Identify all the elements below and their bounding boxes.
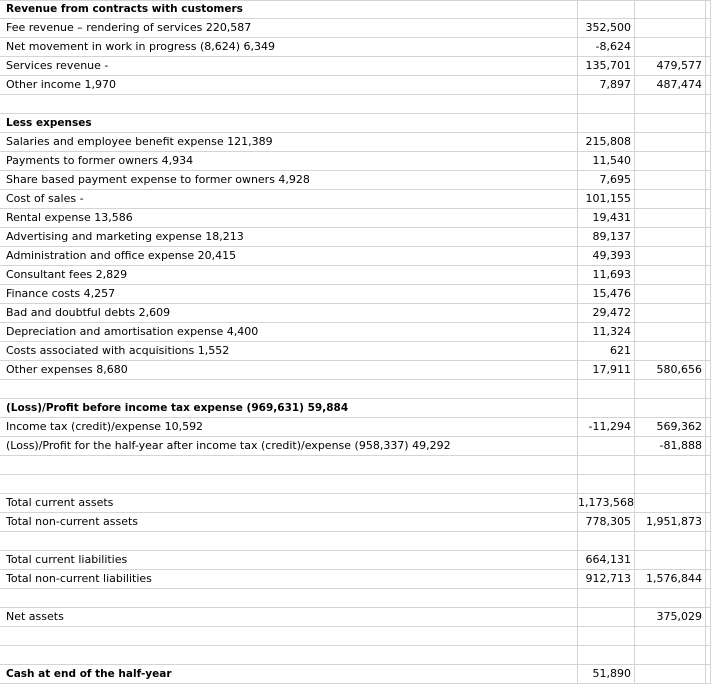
empty-cell[interactable] (706, 437, 711, 456)
total-cell[interactable] (635, 323, 706, 342)
amount-cell-value: 29,472 (592, 306, 631, 319)
table-row (0, 228, 711, 247)
label-cell[interactable] (0, 380, 578, 399)
label-cell-value: Bad and doubtful debts 2,609 (6, 306, 171, 319)
total-cell[interactable] (635, 304, 706, 323)
label-cell-value: Income tax (credit)/expense 10,592 (6, 420, 204, 433)
total-cell[interactable] (635, 399, 706, 418)
empty-cell[interactable] (706, 418, 711, 437)
empty-cell[interactable] (706, 133, 711, 152)
amount-cell-value: 352,500 (585, 21, 631, 34)
label-cell[interactable] (0, 171, 578, 190)
total-cell[interactable] (635, 608, 706, 627)
amount-cell-value: 101,155 (585, 192, 631, 205)
table-row (0, 361, 711, 380)
amount-cell-value: 19,431 (592, 211, 631, 224)
label-cell[interactable] (0, 209, 578, 228)
amount-cell[interactable] (578, 209, 635, 228)
table-row (0, 589, 711, 608)
empty-cell[interactable] (706, 152, 711, 171)
label-cell[interactable] (0, 665, 578, 684)
amount-cell[interactable] (578, 589, 635, 608)
amount-cell[interactable] (578, 95, 635, 114)
empty-cell[interactable] (706, 570, 711, 589)
label-cell[interactable] (0, 418, 578, 437)
total-cell[interactable] (635, 247, 706, 266)
label-cell-value: Services revenue - (6, 59, 109, 72)
amount-cell[interactable] (578, 190, 635, 209)
amount-cell[interactable] (578, 247, 635, 266)
table-row (0, 627, 711, 646)
total-cell-value: 479,577 (656, 59, 702, 72)
label-cell-value: (Loss)/Profit before income tax expense (969,631) 59,884 (6, 402, 349, 414)
label-cell[interactable] (0, 247, 578, 266)
amount-cell[interactable] (578, 0, 635, 19)
label-cell[interactable] (0, 361, 578, 380)
label-cell[interactable] (0, 0, 578, 19)
total-cell[interactable] (635, 456, 706, 475)
table-row (0, 285, 711, 304)
label-cell[interactable] (0, 437, 578, 456)
label-cell-value: Finance costs 4,257 (6, 287, 116, 300)
table-row (0, 570, 711, 589)
total-cell-value: 1,576,844 (646, 572, 702, 585)
amount-cell-value: 7,695 (599, 173, 631, 186)
total-cell[interactable] (635, 475, 706, 494)
total-cell[interactable] (635, 285, 706, 304)
label-cell-value: Cash at end of the half-year (6, 668, 172, 680)
amount-cell-value: 135,701 (585, 59, 631, 72)
label-cell[interactable] (0, 266, 578, 285)
empty-cell[interactable] (706, 380, 711, 399)
total-cell[interactable] (635, 76, 706, 95)
label-cell-value: Net movement in work in progress (8,624) 6,349 (6, 40, 276, 53)
empty-cell[interactable] (706, 19, 711, 38)
amount-cell-value: 7,897 (599, 78, 631, 91)
total-cell[interactable] (635, 380, 706, 399)
empty-cell[interactable] (706, 190, 711, 209)
amount-cell[interactable] (578, 551, 635, 570)
table-row (0, 665, 711, 684)
total-cell-value: 375,029 (656, 610, 702, 623)
amount-cell-value: 11,540 (592, 154, 631, 167)
total-cell[interactable] (635, 418, 706, 437)
total-cell[interactable] (635, 95, 706, 114)
amount-cell[interactable] (578, 532, 635, 551)
label-cell-value: Depreciation and amortisation expense 4,400 (6, 325, 259, 338)
amount-cell-value: -11,294 (588, 420, 631, 433)
table-row (0, 190, 711, 209)
total-cell[interactable] (635, 665, 706, 684)
amount-cell[interactable] (578, 38, 635, 57)
label-cell[interactable] (0, 646, 578, 665)
label-cell[interactable] (0, 304, 578, 323)
label-cell[interactable] (0, 133, 578, 152)
label-cell[interactable] (0, 627, 578, 646)
total-cell[interactable] (635, 570, 706, 589)
table-row (0, 456, 711, 475)
label-cell[interactable] (0, 228, 578, 247)
amount-cell-value: 912,713 (585, 572, 631, 585)
table-row (0, 304, 711, 323)
empty-cell[interactable] (706, 285, 711, 304)
amount-cell[interactable] (578, 323, 635, 342)
empty-cell[interactable] (706, 0, 711, 19)
empty-cell[interactable] (706, 475, 711, 494)
table-row (0, 646, 711, 665)
label-cell-value: Consultant fees 2,829 (6, 268, 128, 281)
empty-cell[interactable] (706, 304, 711, 323)
empty-cell[interactable] (706, 399, 711, 418)
label-cell-value: Share based payment expense to former owners 4,928 (6, 173, 310, 186)
amount-cell[interactable] (578, 304, 635, 323)
empty-cell[interactable] (706, 456, 711, 475)
amount-cell[interactable] (578, 285, 635, 304)
amount-cell[interactable] (578, 152, 635, 171)
empty-cell[interactable] (706, 665, 711, 684)
total-cell[interactable] (635, 266, 706, 285)
table-row (0, 209, 711, 228)
amount-cell-value: -8,624 (595, 40, 631, 53)
total-cell[interactable] (635, 19, 706, 38)
amount-cell[interactable] (578, 513, 635, 532)
empty-cell[interactable] (706, 266, 711, 285)
empty-cell[interactable] (706, 342, 711, 361)
label-cell[interactable] (0, 342, 578, 361)
amount-cell[interactable] (578, 665, 635, 684)
empty-cell[interactable] (706, 171, 711, 190)
amount-cell-value: 621 (610, 344, 631, 357)
total-cell[interactable] (635, 57, 706, 76)
empty-cell[interactable] (706, 323, 711, 342)
label-cell[interactable] (0, 456, 578, 475)
amount-cell[interactable] (578, 608, 635, 627)
label-cell-value: Revenue from contracts with customers (6, 3, 243, 15)
amount-cell-value: 17,911 (592, 363, 631, 376)
total-cell-value: 569,362 (656, 420, 702, 433)
total-cell[interactable] (635, 152, 706, 171)
label-cell-value: Fee revenue – rendering of services 220,587 (6, 21, 252, 34)
label-cell-value: Total non-current liabilities (6, 572, 152, 585)
table-row (0, 0, 711, 19)
empty-cell[interactable] (706, 361, 711, 380)
label-cell[interactable] (0, 513, 578, 532)
label-cell[interactable] (0, 190, 578, 209)
table-row (0, 437, 711, 456)
empty-cell[interactable] (706, 209, 711, 228)
label-cell-value: Costs associated with acquisitions 1,552 (6, 344, 230, 357)
amount-cell[interactable] (578, 342, 635, 361)
total-cell-value: 1,951,873 (646, 515, 702, 528)
label-cell[interactable] (0, 608, 578, 627)
table-row (0, 475, 711, 494)
table-row (0, 323, 711, 342)
amount-cell[interactable] (578, 228, 635, 247)
amount-cell[interactable] (578, 76, 635, 95)
total-cell[interactable] (635, 0, 706, 19)
label-cell-value: Other expenses 8,680 (6, 363, 128, 376)
amount-cell[interactable] (578, 133, 635, 152)
label-cell[interactable] (0, 19, 578, 38)
empty-cell[interactable] (706, 627, 711, 646)
table-row (0, 57, 711, 76)
label-cell-value: Other income 1,970 (6, 78, 117, 91)
table-row (0, 608, 711, 627)
amount-cell[interactable] (578, 570, 635, 589)
amount-cell[interactable] (578, 646, 635, 665)
label-cell-value: Total current assets (6, 496, 114, 509)
empty-cell[interactable] (706, 114, 711, 133)
total-cell[interactable] (635, 209, 706, 228)
amount-cell-value: 15,476 (592, 287, 631, 300)
table-row (0, 532, 711, 551)
table-row (0, 266, 711, 285)
label-cell[interactable] (0, 551, 578, 570)
amount-cell[interactable] (578, 627, 635, 646)
empty-cell[interactable] (706, 228, 711, 247)
empty-cell[interactable] (706, 494, 711, 513)
total-cell[interactable] (635, 589, 706, 608)
table-row (0, 551, 711, 570)
label-cell-value: Salaries and employee benefit expense 121,389 (6, 135, 273, 148)
label-cell-value: Less expenses (6, 117, 92, 129)
total-cell[interactable] (635, 38, 706, 57)
total-cell[interactable] (635, 361, 706, 380)
total-cell[interactable] (635, 437, 706, 456)
table-row (0, 76, 711, 95)
amount-cell[interactable] (578, 57, 635, 76)
table-row (0, 133, 711, 152)
total-cell[interactable] (635, 190, 706, 209)
amount-cell[interactable] (578, 380, 635, 399)
table-row (0, 380, 711, 399)
empty-cell[interactable] (706, 551, 711, 570)
table-row (0, 494, 711, 513)
amount-cell-value: 778,305 (585, 515, 631, 528)
label-cell-value: Rental expense 13,586 (6, 211, 133, 224)
amount-cell[interactable] (578, 266, 635, 285)
empty-cell[interactable] (706, 513, 711, 532)
amount-cell[interactable] (578, 171, 635, 190)
amount-cell-value: 49,393 (592, 249, 631, 262)
table-row (0, 418, 711, 437)
table-row (0, 19, 711, 38)
empty-cell[interactable] (706, 95, 711, 114)
total-cell-value: -81,888 (659, 439, 702, 452)
table-row (0, 342, 711, 361)
label-cell-value: Advertising and marketing expense 18,213 (6, 230, 244, 243)
total-cell[interactable] (635, 342, 706, 361)
table-row (0, 513, 711, 532)
table-row (0, 38, 711, 57)
label-cell-value: Cost of sales - (6, 192, 84, 205)
total-cell[interactable] (635, 551, 706, 570)
empty-cell[interactable] (706, 76, 711, 95)
empty-cell[interactable] (706, 247, 711, 266)
amount-cell-value: 215,808 (585, 135, 631, 148)
table-row (0, 171, 711, 190)
amount-cell-value: 11,693 (592, 268, 631, 281)
amount-cell-value: 11,324 (592, 325, 631, 338)
total-cell-value: 580,656 (656, 363, 702, 376)
total-cell[interactable] (635, 133, 706, 152)
total-cell[interactable] (635, 171, 706, 190)
amount-cell-value: 51,890 (592, 667, 631, 680)
total-cell[interactable] (635, 494, 706, 513)
amount-cell[interactable] (578, 361, 635, 380)
amount-cell-value: 664,131 (585, 553, 631, 566)
label-cell[interactable] (0, 285, 578, 304)
total-cell[interactable] (635, 627, 706, 646)
total-cell[interactable] (635, 646, 706, 665)
total-cell-value: 487,474 (656, 78, 702, 91)
label-cell[interactable] (0, 114, 578, 133)
amount-cell[interactable] (578, 114, 635, 133)
total-cell[interactable] (635, 228, 706, 247)
label-cell[interactable] (0, 589, 578, 608)
table-row (0, 114, 711, 133)
label-cell-value: Total current liabilities (6, 553, 128, 566)
total-cell[interactable] (635, 513, 706, 532)
empty-cell[interactable] (706, 38, 711, 57)
amount-cell-value: 89,137 (592, 230, 631, 243)
empty-cell[interactable] (706, 608, 711, 627)
label-cell-value: Net assets (6, 610, 64, 623)
total-cell[interactable] (635, 532, 706, 551)
amount-cell[interactable] (578, 475, 635, 494)
label-cell-value: Total non-current assets (6, 515, 139, 528)
label-cell[interactable] (0, 570, 578, 589)
label-cell[interactable] (0, 76, 578, 95)
label-cell[interactable] (0, 399, 578, 418)
amount-cell[interactable] (578, 19, 635, 38)
table-row (0, 399, 711, 418)
label-cell[interactable] (0, 323, 578, 342)
empty-cell[interactable] (706, 646, 711, 665)
amount-cell-value: 1,173,568 (578, 496, 634, 509)
label-cell-value: (Loss)/Profit for the half-year after income tax (credit)/expense (958,337) 49,292 (6, 439, 451, 452)
amount-cell[interactable] (578, 456, 635, 475)
empty-cell[interactable] (706, 532, 711, 551)
label-cell[interactable] (0, 95, 578, 114)
label-cell[interactable] (0, 57, 578, 76)
amount-cell[interactable] (578, 418, 635, 437)
empty-cell[interactable] (706, 57, 711, 76)
label-cell-value: Administration and office expense 20,415 (6, 249, 237, 262)
label-cell[interactable] (0, 38, 578, 57)
empty-cell[interactable] (706, 589, 711, 608)
table-row (0, 152, 711, 171)
label-cell-value: Payments to former owners 4,934 (6, 154, 194, 167)
amount-cell[interactable] (578, 399, 635, 418)
table-row (0, 247, 711, 266)
amount-cell[interactable] (578, 494, 635, 513)
table-row (0, 95, 711, 114)
label-cell[interactable] (0, 494, 578, 513)
label-cell[interactable] (0, 152, 578, 171)
label-cell[interactable] (0, 475, 578, 494)
amount-cell[interactable] (578, 437, 635, 456)
label-cell[interactable] (0, 532, 578, 551)
total-cell[interactable] (635, 114, 706, 133)
